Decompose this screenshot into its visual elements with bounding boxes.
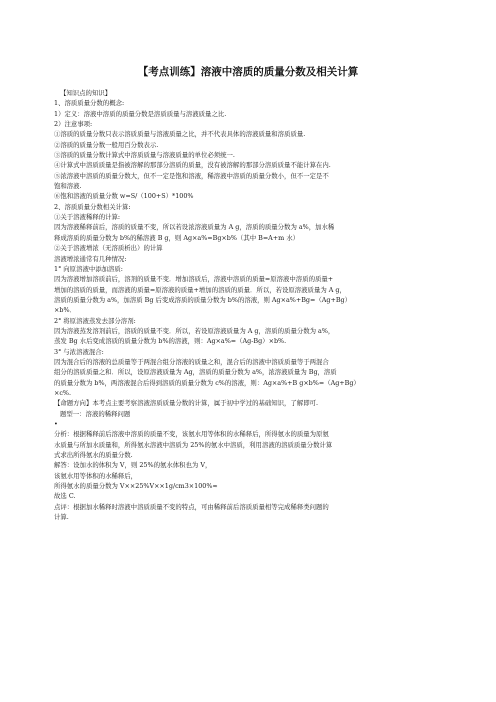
bullet-marker: •: [54, 420, 58, 428]
text-line: ⑤浓溶液中溶质的质量分数大，但不一定是饱和溶液，稀溶液中溶质的质量分数小，但不一定是不: [54, 171, 329, 180]
text-line: 1）定义：溶液中溶质的质量分数是溶质质量与溶液质量之比.: [54, 109, 227, 118]
text-line: 溶质的质量分数为 a%，加溶质 Bg 后变成溶质的质量分数为 b%的溶液，则 Ag×a%+Bg=（Ag+Bg）: [54, 295, 351, 304]
text-line: 2、溶质质量分数相关计算:: [54, 202, 131, 211]
text-line: 所得氨水的质量分数为 V××25%V××1g/cm3×100%≈: [54, 482, 218, 491]
text-line: 组分的溶质质量之和．所以，设原溶液质量为 Ag，溶质的质量分数为 a%，浓溶液质量为 Bg，溶质: [54, 368, 337, 377]
text-line: 故选 C.: [54, 492, 76, 501]
text-line: 题型一：溶液的稀释问题: [60, 409, 131, 418]
section-heading: 【知识点的知识】: [60, 89, 112, 97]
text-line: 2° 将原溶液蒸发去部分溶剂:: [54, 316, 136, 325]
text-line: 因为混合后的溶液的总质量等于两混合组分溶液的质量之和，混合后的溶液中溶质质量等于两混合: [54, 357, 329, 366]
text-line: 1、溶质质量分数的概念:: [54, 99, 125, 108]
text-line: 解答：设加水的体积为 V，则 25%的氨水体积也为 V，: [54, 461, 212, 470]
text-line: 溶液增浓通常有几种情况:: [54, 254, 127, 263]
document-body: [54, 88, 444, 522]
text-line: ×c%.: [54, 388, 72, 397]
text-line: 【命题方向】本考点主要考察溶液溶质质量分数的计算，属于初中学过的基础知识，了解即可.: [54, 399, 319, 408]
text-line: ③溶质的质量分数计算式中溶质质量与溶液质量的单位必须统一.: [54, 151, 235, 160]
text-line: ①溶质的质量分数只表示溶质质量与溶液质量之比，并不代表具体的溶液质量和溶质质量.: [54, 130, 306, 139]
text-line: 因为溶液增加溶质前后，溶剂的质量不变．增加溶质后，溶液中溶质的质量=原溶液中溶质的质量+: [54, 275, 334, 284]
text-line: 计算.: [54, 513, 69, 522]
text-line: 1° 向原溶液中添加溶质:: [54, 264, 123, 273]
text-line: 分析：根据稀释前后溶液中溶质的质量不变，该氨水用等体积的水稀释后，所得氨水的质量为原氨: [54, 430, 329, 439]
text-line: ×b%．: [54, 306, 76, 315]
text-line: 因为溶液稀释前后，溶质的质量不变，所以若设浓溶液质量为 A g，溶质的质量分数为 a%，加水稀: [54, 223, 335, 232]
text-line: 点评：根据加水稀释时溶液中溶质质量不变的特点，可由稀释前后溶质质量相等完成稀释类问题的: [54, 502, 329, 511]
text-line: 蒸发 Bg 水后变成溶质的质量分数为 b%的溶液，则：Ag×a%=（Ag-Bg）×b%.: [54, 337, 287, 346]
text-line: 式求出所得氨水的质量分数.: [54, 451, 133, 460]
text-line: ②溶质的质量分数一般用百分数表示.: [54, 140, 159, 149]
text-line: 的质量分数为 b%，两溶液混合后得到溶质的质量分数为 c%的溶液，则：Ag×a%+B g×b%=（Ag+Bg）: [54, 378, 360, 387]
text-line: 饱和溶液.: [54, 182, 82, 191]
text-line: 2）注意事项:: [54, 120, 93, 129]
text-line: 3° 与浓溶液混合:: [54, 347, 104, 356]
page-title: 【考点训练】溶液中溶质的质量分数及相关计算: [137, 66, 359, 78]
text-line: ④计算式中溶质质量是指被溶解的那部分溶质的质量，没有被溶解的那部分溶质质量不能计算在内.: [54, 161, 331, 170]
formula-line: ⑥饱和溶液的质量分数 w=S/（100+S）*100%: [54, 192, 194, 201]
text-line: ①关于溶液稀释的计算:: [54, 213, 121, 222]
text-line: 水质量与所加水质量和，所得氨水溶液中溶质为 25%的氨水中溶质，利用溶液的溶质质量分数计算: [54, 440, 333, 449]
text-line: 该氨水用等体积的水稀释后，: [54, 471, 138, 480]
text-line: ②关于溶液增浓（无溶质析出）的计算: [54, 244, 163, 253]
text-line: 增加的溶质的质量，而溶液的质量=原溶液的质量+增加的溶质的质量．所以，若设原溶液质量为 A g，: [54, 285, 346, 294]
text-line: 因为溶液蒸发溶剂前后，溶质的质量不变．所以，若设原溶液质量为 A g，溶质的质量分数为 a%，: [54, 326, 335, 335]
text-line: 释成溶质的质量分数为 b%的稀溶液 B g，则 Ag×a%=Bg×b%（其中 B=A+m 水）: [54, 233, 300, 242]
